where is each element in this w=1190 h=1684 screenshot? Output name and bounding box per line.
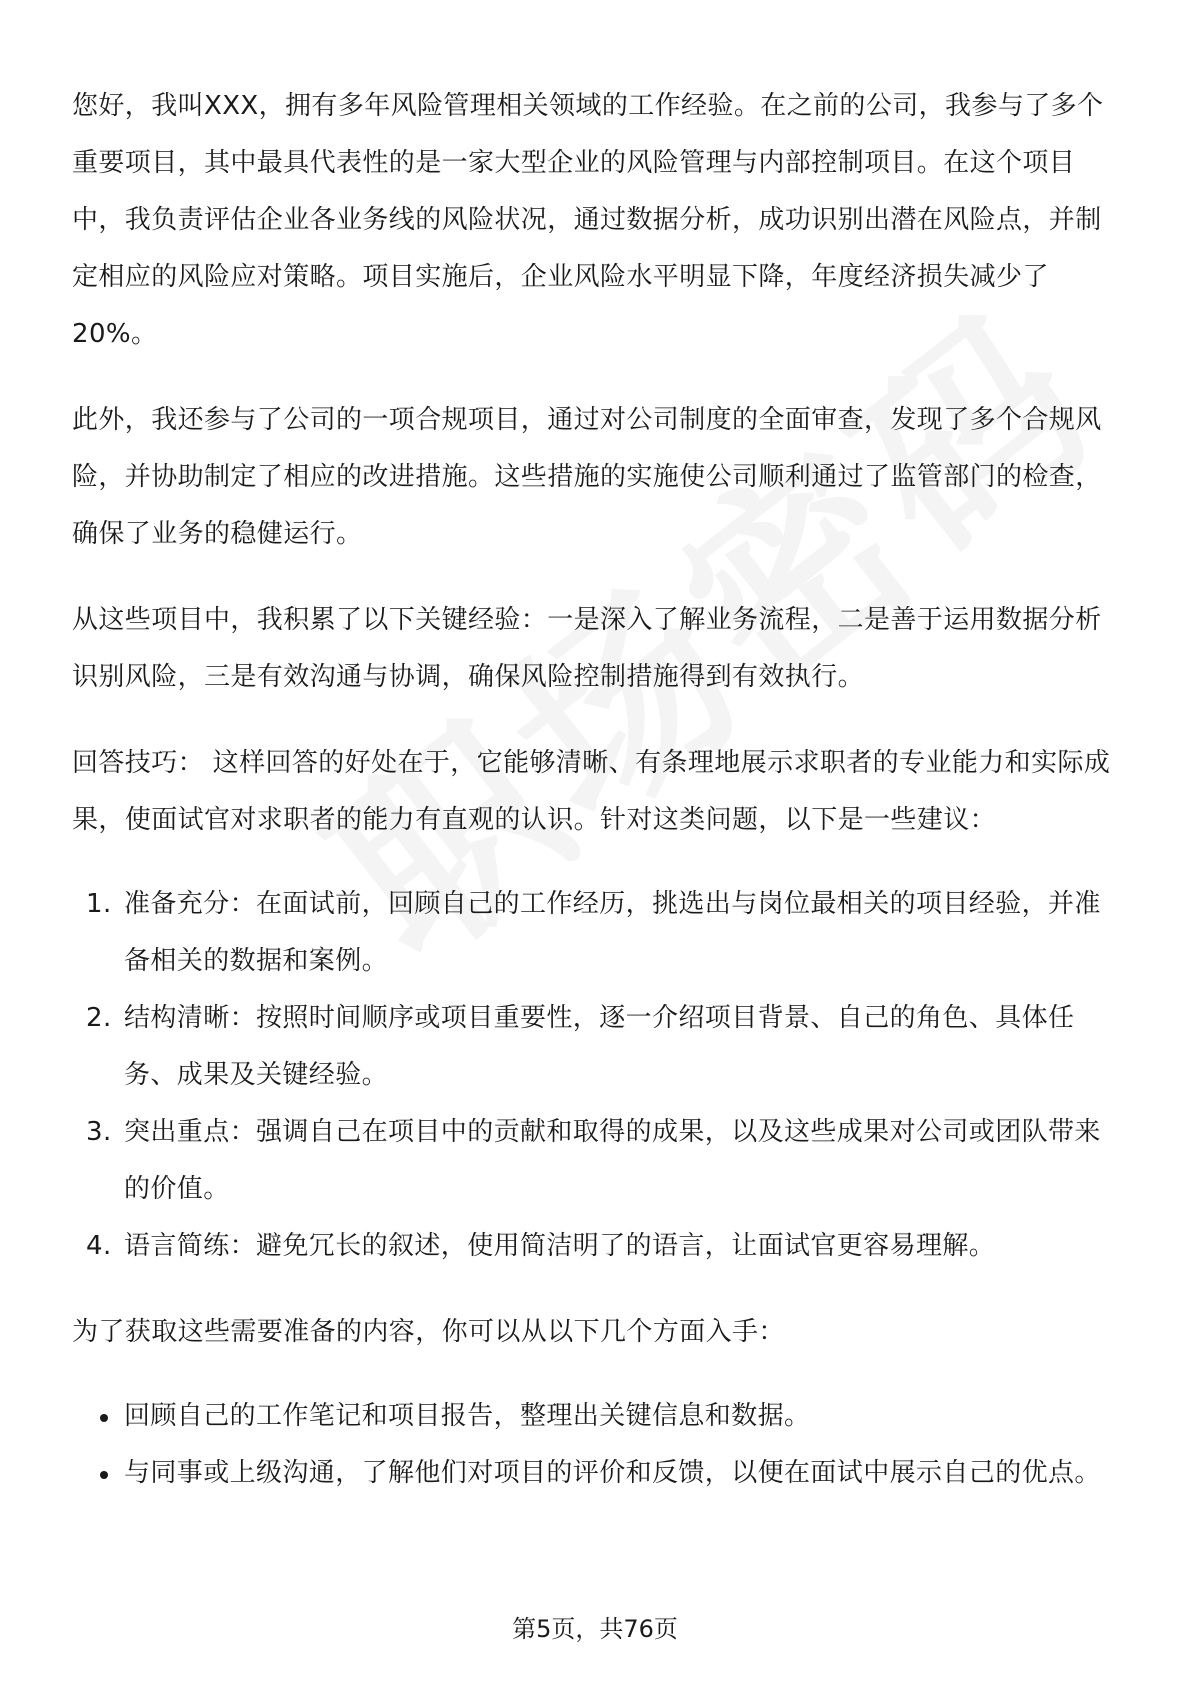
list-item [72,990,1122,1104]
tips-list [72,876,1122,1275]
list-item [72,1388,1122,1445]
list-item-text: 回顾自己的工作笔记和项目报告，整理出关键信息和数据。 [124,1401,811,1431]
bullet-icon [100,1471,108,1479]
list-item [72,876,1122,990]
list-number: 4. [86,1231,112,1261]
prep-list [72,1388,1122,1502]
list-item-text: 语言简练：避免冗长的叙述，使用简洁明了的语言，让面试官更容易理解。 [124,1231,996,1261]
list-item-text: 与同事或上级沟通，了解他们对项目的评价和反馈，以便在面试中展示自己的优点。 [124,1458,1101,1488]
list-number: 2. [86,1003,112,1033]
bullet-icon [100,1414,108,1422]
paragraph-experience: 从这些项目中，我积累了以下关键经验：一是深入了解业务流程，二是善于运用数据分析识别风险，三是有效沟通与协调，确保风险控制措施得到有效执行。 [72,605,1102,692]
page-content [72,78,1122,1502]
paragraph-answer-tips: 回答技巧： 这样回答的好处在于，它能够清晰、有条理地展示求职者的专业能力和实际成果，使面试官对求职者的能力有直观的认识。针对这类问题，以下是一些建议： [72,748,1111,835]
list-item [72,1104,1122,1218]
page-footer: 第5页，共76页 [512,1615,678,1643]
list-number: 3. [86,1117,112,1147]
list-item-text: 突出重点：强调自己在项目中的贡献和取得的成果，以及这些成果对公司或团队带来的价值。 [124,1117,1101,1204]
list-item [72,1218,1122,1275]
list-item-text: 准备充分：在面试前，回顾自己的工作经历，挑选出与岗位最相关的项目经验，并准备相关的数据和案例。 [124,889,1101,976]
paragraph-compliance: 此外，我还参与了公司的一项合规项目，通过对公司制度的全面审查，发现了多个合规风险，并协助制定了相应的改进措施。这些措施的实施使公司顺利通过了监管部门的检查，确保了业务的稳健运行。 [72,405,1102,549]
paragraph-intro: 您好，我叫XXX，拥有多年风险管理相关领域的工作经验。在之前的公司，我参与了多个重要项目，其中最具代表性的是一家大型企业的风险管理与内部控制项目。在这个项目中，我负责评估企业各业务线的风险状况，通过数据分析，成功识别出潜在风险点，并制定相应的风险应对策略。项目实施后，企业风险水平明显下降，年度经济损失减少了20%。 [72,91,1104,349]
list-item-text: 结构清晰：按照时间顺序或项目重要性，逐一介绍项目背景、自己的角色、具体任务、成果及关键经验。 [124,1003,1075,1090]
list-number: 1. [86,889,112,919]
paragraph-prep-intro: 为了获取这些需要准备的内容，你可以从以下几个方面入手： [72,1317,785,1347]
list-item [72,1445,1122,1502]
